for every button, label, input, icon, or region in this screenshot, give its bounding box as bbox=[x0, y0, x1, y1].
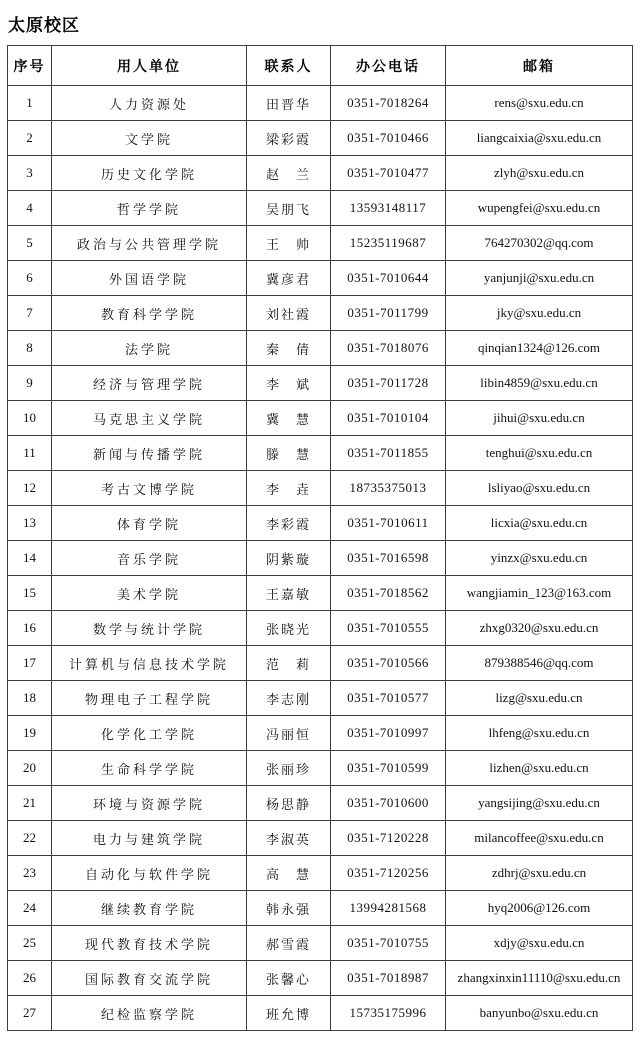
cell-phone: 0351-7010997 bbox=[331, 716, 446, 751]
cell-email: zlyh@sxu.edu.cn bbox=[446, 156, 633, 191]
cell-email: hyq2006@126.com bbox=[446, 891, 633, 926]
cell-index: 13 bbox=[8, 506, 52, 541]
cell-email: xdjy@sxu.edu.cn bbox=[446, 926, 633, 961]
cell-index: 21 bbox=[8, 786, 52, 821]
table-row bbox=[8, 611, 633, 646]
cell-email: zdhrj@sxu.edu.cn bbox=[446, 856, 633, 891]
cell-phone: 0351-7010755 bbox=[331, 926, 446, 961]
cell-index: 16 bbox=[8, 611, 52, 646]
cell-email: liangcaixia@sxu.edu.cn bbox=[446, 121, 633, 156]
cell-contact: 李 斌 bbox=[247, 366, 331, 401]
cell-email: banyunbo@sxu.edu.cn bbox=[446, 996, 633, 1031]
cell-index: 6 bbox=[8, 261, 52, 296]
cell-index: 20 bbox=[8, 751, 52, 786]
table-row bbox=[8, 681, 633, 716]
cell-contact: 梁彩霞 bbox=[247, 121, 331, 156]
cell-index: 9 bbox=[8, 366, 52, 401]
cell-email: qinqian1324@126.com bbox=[446, 331, 633, 366]
cell-contact: 吴朋飞 bbox=[247, 191, 331, 226]
cell-email: lizhen@sxu.edu.cn bbox=[446, 751, 633, 786]
cell-index: 19 bbox=[8, 716, 52, 751]
cell-index: 27 bbox=[8, 996, 52, 1031]
cell-contact: 冯丽恒 bbox=[247, 716, 331, 751]
cell-index: 8 bbox=[8, 331, 52, 366]
cell-contact: 李 垚 bbox=[247, 471, 331, 506]
table-row bbox=[8, 506, 633, 541]
table-row bbox=[8, 331, 633, 366]
cell-unit: 人力资源处 bbox=[52, 86, 247, 121]
cell-unit: 哲学学院 bbox=[52, 191, 247, 226]
cell-index: 14 bbox=[8, 541, 52, 576]
cell-unit: 马克思主义学院 bbox=[52, 401, 247, 436]
table-row bbox=[8, 926, 633, 961]
cell-contact: 张晓光 bbox=[247, 611, 331, 646]
cell-index: 22 bbox=[8, 821, 52, 856]
cell-contact: 滕 慧 bbox=[247, 436, 331, 471]
cell-index: 18 bbox=[8, 681, 52, 716]
table-row bbox=[8, 646, 633, 681]
cell-contact: 冀 慧 bbox=[247, 401, 331, 436]
table-row bbox=[8, 261, 633, 296]
cell-contact: 冀彦君 bbox=[247, 261, 331, 296]
table-header bbox=[8, 46, 633, 86]
cell-unit: 继续教育学院 bbox=[52, 891, 247, 926]
cell-email: licxia@sxu.edu.cn bbox=[446, 506, 633, 541]
cell-unit: 环境与资源学院 bbox=[52, 786, 247, 821]
table-row bbox=[8, 436, 633, 471]
cell-phone: 13994281568 bbox=[331, 891, 446, 926]
cell-index: 25 bbox=[8, 926, 52, 961]
cell-unit: 历史文化学院 bbox=[52, 156, 247, 191]
cell-phone: 0351-7016598 bbox=[331, 541, 446, 576]
cell-index: 7 bbox=[8, 296, 52, 331]
cell-phone: 15235119687 bbox=[331, 226, 446, 261]
cell-phone: 0351-7018076 bbox=[331, 331, 446, 366]
cell-unit: 外国语学院 bbox=[52, 261, 247, 296]
cell-email: yangsijing@sxu.edu.cn bbox=[446, 786, 633, 821]
cell-email: rens@sxu.edu.cn bbox=[446, 86, 633, 121]
cell-unit: 经济与管理学院 bbox=[52, 366, 247, 401]
cell-index: 15 bbox=[8, 576, 52, 611]
cell-unit: 现代教育技术学院 bbox=[52, 926, 247, 961]
cell-phone: 0351-7010577 bbox=[331, 681, 446, 716]
table-row bbox=[8, 86, 633, 121]
cell-phone: 0351-7010566 bbox=[331, 646, 446, 681]
cell-contact: 田晋华 bbox=[247, 86, 331, 121]
cell-email: tenghui@sxu.edu.cn bbox=[446, 436, 633, 471]
cell-unit: 自动化与软件学院 bbox=[52, 856, 247, 891]
table-row bbox=[8, 541, 633, 576]
cell-phone: 0351-7010644 bbox=[331, 261, 446, 296]
cell-email: 764270302@qq.com bbox=[446, 226, 633, 261]
cell-unit: 教育科学学院 bbox=[52, 296, 247, 331]
cell-index: 24 bbox=[8, 891, 52, 926]
table-row bbox=[8, 786, 633, 821]
cell-contact: 杨思静 bbox=[247, 786, 331, 821]
cell-index: 11 bbox=[8, 436, 52, 471]
cell-email: jihui@sxu.edu.cn bbox=[446, 401, 633, 436]
cell-phone: 0351-7018987 bbox=[331, 961, 446, 996]
contact-table bbox=[7, 45, 633, 1031]
cell-contact: 班允博 bbox=[247, 996, 331, 1031]
table-row bbox=[8, 401, 633, 436]
cell-phone: 0351-7018264 bbox=[331, 86, 446, 121]
col-header-cell-email: 邮箱 bbox=[446, 46, 633, 86]
cell-unit: 文学院 bbox=[52, 121, 247, 156]
cell-unit: 数学与统计学院 bbox=[52, 611, 247, 646]
cell-contact: 刘社霞 bbox=[247, 296, 331, 331]
cell-email: lsliyao@sxu.edu.cn bbox=[446, 471, 633, 506]
col-header-cell-phone: 办公电话 bbox=[331, 46, 446, 86]
table-row bbox=[8, 821, 633, 856]
cell-contact: 高 慧 bbox=[247, 856, 331, 891]
table-row bbox=[8, 226, 633, 261]
cell-email: libin4859@sxu.edu.cn bbox=[446, 366, 633, 401]
table-header-row bbox=[8, 46, 633, 86]
table-row bbox=[8, 366, 633, 401]
cell-phone: 0351-7010477 bbox=[331, 156, 446, 191]
cell-unit: 电力与建筑学院 bbox=[52, 821, 247, 856]
col-header-cell-unit: 用人单位 bbox=[52, 46, 247, 86]
cell-unit: 考古文博学院 bbox=[52, 471, 247, 506]
cell-email: yanjunji@sxu.edu.cn bbox=[446, 261, 633, 296]
cell-phone: 18735375013 bbox=[331, 471, 446, 506]
cell-email: zhangxinxin11110@sxu.edu.cn bbox=[446, 961, 633, 996]
cell-phone: 0351-7120228 bbox=[331, 821, 446, 856]
cell-index: 26 bbox=[8, 961, 52, 996]
table-row bbox=[8, 716, 633, 751]
cell-contact: 王 帅 bbox=[247, 226, 331, 261]
cell-email: wupengfei@sxu.edu.cn bbox=[446, 191, 633, 226]
cell-phone: 15735175996 bbox=[331, 996, 446, 1031]
cell-email: 879388546@qq.com bbox=[446, 646, 633, 681]
cell-phone: 0351-7010600 bbox=[331, 786, 446, 821]
table-row bbox=[8, 156, 633, 191]
cell-email: milancoffee@sxu.edu.cn bbox=[446, 821, 633, 856]
table-row bbox=[8, 891, 633, 926]
cell-phone: 0351-7011855 bbox=[331, 436, 446, 471]
cell-unit: 法学院 bbox=[52, 331, 247, 366]
cell-email: lhfeng@sxu.edu.cn bbox=[446, 716, 633, 751]
cell-phone: 13593148117 bbox=[331, 191, 446, 226]
cell-phone: 0351-7018562 bbox=[331, 576, 446, 611]
cell-email: yinzx@sxu.edu.cn bbox=[446, 541, 633, 576]
cell-contact: 王嘉敏 bbox=[247, 576, 331, 611]
cell-index: 1 bbox=[8, 86, 52, 121]
cell-email: wangjiamin_123@163.com bbox=[446, 576, 633, 611]
cell-unit: 政治与公共管理学院 bbox=[52, 226, 247, 261]
col-header-cell-index: 序号 bbox=[8, 46, 52, 86]
cell-unit: 纪检监察学院 bbox=[52, 996, 247, 1031]
cell-email: jky@sxu.edu.cn bbox=[446, 296, 633, 331]
cell-phone: 0351-7010104 bbox=[331, 401, 446, 436]
cell-contact: 张馨心 bbox=[247, 961, 331, 996]
cell-index: 23 bbox=[8, 856, 52, 891]
table-row bbox=[8, 471, 633, 506]
cell-unit: 新闻与传播学院 bbox=[52, 436, 247, 471]
cell-index: 10 bbox=[8, 401, 52, 436]
cell-phone: 0351-7010555 bbox=[331, 611, 446, 646]
cell-contact: 秦 倩 bbox=[247, 331, 331, 366]
cell-contact: 韩永强 bbox=[247, 891, 331, 926]
cell-unit: 物理电子工程学院 bbox=[52, 681, 247, 716]
cell-phone: 0351-7120256 bbox=[331, 856, 446, 891]
cell-contact: 李淑英 bbox=[247, 821, 331, 856]
cell-unit: 化学化工学院 bbox=[52, 716, 247, 751]
cell-email: zhxg0320@sxu.edu.cn bbox=[446, 611, 633, 646]
table-row bbox=[8, 856, 633, 891]
cell-phone: 0351-7010611 bbox=[331, 506, 446, 541]
table-row bbox=[8, 751, 633, 786]
cell-index: 12 bbox=[8, 471, 52, 506]
cell-contact: 郝雪霞 bbox=[247, 926, 331, 961]
cell-unit: 计算机与信息技术学院 bbox=[52, 646, 247, 681]
cell-phone: 0351-7010599 bbox=[331, 751, 446, 786]
cell-contact: 李彩霞 bbox=[247, 506, 331, 541]
cell-unit: 美术学院 bbox=[52, 576, 247, 611]
cell-contact: 阴紫璇 bbox=[247, 541, 331, 576]
table-body bbox=[8, 86, 633, 1031]
cell-unit: 音乐学院 bbox=[52, 541, 247, 576]
cell-phone: 0351-7011799 bbox=[331, 296, 446, 331]
table-row bbox=[8, 961, 633, 996]
cell-index: 17 bbox=[8, 646, 52, 681]
cell-phone: 0351-7010466 bbox=[331, 121, 446, 156]
table-row bbox=[8, 576, 633, 611]
cell-phone: 0351-7011728 bbox=[331, 366, 446, 401]
cell-email: lizg@sxu.edu.cn bbox=[446, 681, 633, 716]
cell-unit: 体育学院 bbox=[52, 506, 247, 541]
page-title: 太原校区 bbox=[8, 16, 80, 35]
table-row bbox=[8, 996, 633, 1031]
cell-index: 3 bbox=[8, 156, 52, 191]
cell-contact: 赵 兰 bbox=[247, 156, 331, 191]
cell-index: 2 bbox=[8, 121, 52, 156]
table-row bbox=[8, 191, 633, 226]
cell-unit: 国际教育交流学院 bbox=[52, 961, 247, 996]
cell-index: 5 bbox=[8, 226, 52, 261]
cell-contact: 张丽珍 bbox=[247, 751, 331, 786]
table-row bbox=[8, 296, 633, 331]
cell-unit: 生命科学学院 bbox=[52, 751, 247, 786]
cell-contact: 范 莉 bbox=[247, 646, 331, 681]
table-row bbox=[8, 121, 633, 156]
cell-index: 4 bbox=[8, 191, 52, 226]
cell-contact: 李志刚 bbox=[247, 681, 331, 716]
col-header-cell-contact: 联系人 bbox=[247, 46, 331, 86]
